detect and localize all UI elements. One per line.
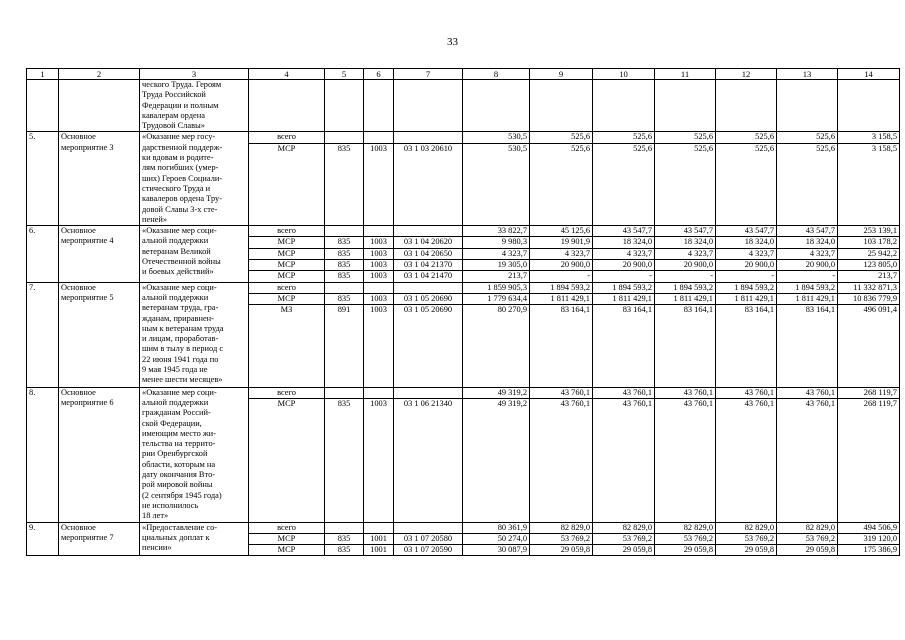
value-cell: 319 120,0 <box>838 533 900 544</box>
code-cell <box>394 522 463 533</box>
value-cell: 53 769,2 <box>716 533 777 544</box>
value-cell: 20 900,0 <box>593 260 655 271</box>
code-cell <box>325 132 364 143</box>
value-cell: 1 894 593,2 <box>716 282 777 293</box>
value-cell: 43 760,1 <box>530 398 593 522</box>
value-cell: 83 164,1 <box>777 305 838 387</box>
activity-name-line: Основное <box>61 282 96 292</box>
activity-description-line: Отечественной войны <box>142 257 221 267</box>
value-cell: 4 323,7 <box>463 248 530 259</box>
activity-description-line: альной поддержки <box>142 292 209 302</box>
value-cell: 45 125,6 <box>530 226 593 237</box>
activity-description-line: рии Оренбургской <box>142 449 208 459</box>
value-cell: 525,6 <box>655 132 716 143</box>
activity-description <box>140 387 249 522</box>
code-cell <box>364 522 394 533</box>
activity-description-line: 22 июня 1941 года по <box>142 354 219 364</box>
value-cell: 1 859 905,3 <box>463 282 530 293</box>
source-cell: всего <box>249 132 325 143</box>
value-cell: 525,6 <box>655 143 716 225</box>
value-cell: 29 059,8 <box>716 545 777 556</box>
activity-description <box>140 522 249 556</box>
value-cell: 30 087,9 <box>463 545 530 556</box>
code-cell: 03 1 04 20650 <box>394 248 463 259</box>
code-cell: 1003 <box>364 260 394 271</box>
value-cell: 4 323,7 <box>716 248 777 259</box>
code-cell: 1003 <box>364 271 394 282</box>
value-cell: 53 769,2 <box>655 533 716 544</box>
activity-description-line: ветеранам Великой <box>142 246 211 256</box>
value-cell: 18 324,0 <box>593 237 655 248</box>
code-cell <box>394 226 463 237</box>
value-cell: 43 760,1 <box>593 398 655 522</box>
activity-description-line: ветеранам труда, гра- <box>142 303 219 313</box>
activity-name-line: мероприятие 6 <box>61 397 114 407</box>
activity-description-line: ской Федерации, <box>142 418 202 428</box>
code-cell: 835 <box>325 545 364 556</box>
table-row <box>27 132 900 143</box>
code-cell: 1003 <box>364 398 394 522</box>
activity-description-line: имеющим место жи- <box>142 428 216 438</box>
code-cell: 03 1 04 21470 <box>394 271 463 282</box>
activity-name-line: мероприятие 7 <box>61 532 114 542</box>
value-cell: - <box>655 271 716 282</box>
code-cell: 03 1 07 20590 <box>394 545 463 556</box>
value-cell <box>777 80 838 132</box>
value-cell: 43 760,1 <box>593 387 655 398</box>
code-cell: 1003 <box>364 237 394 248</box>
column-header: 1 <box>27 69 59 80</box>
value-cell: 49 319,2 <box>463 387 530 398</box>
source-cell: всего <box>249 522 325 533</box>
value-cell: 43 547,7 <box>777 226 838 237</box>
activity-description-line: жданам, приравнен- <box>142 313 214 323</box>
value-cell: 43 760,1 <box>530 387 593 398</box>
value-cell: 49 319,2 <box>463 398 530 522</box>
code-cell <box>394 387 463 398</box>
value-cell: 82 829,0 <box>593 522 655 533</box>
value-cell: 3 158,5 <box>838 143 900 225</box>
value-cell: 525,6 <box>530 132 593 143</box>
activity-description-line: 18 лет» <box>142 511 169 521</box>
value-cell: 19 305,0 <box>463 260 530 271</box>
code-cell: 03 1 06 21340 <box>394 398 463 522</box>
code-cell <box>364 132 394 143</box>
code-cell: 1003 <box>364 143 394 225</box>
activity-name-line: Основное <box>61 522 96 532</box>
source-cell: МСР <box>249 143 325 225</box>
value-cell: 4 323,7 <box>777 248 838 259</box>
activity-name-line: мероприятие 4 <box>61 236 114 246</box>
value-cell: 4 323,7 <box>593 248 655 259</box>
activity-description-line: и лицам, проработав- <box>142 334 219 344</box>
column-header: 14 <box>838 69 900 80</box>
code-cell: 835 <box>325 398 364 522</box>
value-cell <box>655 80 716 132</box>
row-number: 7. <box>27 282 59 387</box>
value-cell: 1 811 429,1 <box>655 293 716 304</box>
value-cell: 19 901,9 <box>530 237 593 248</box>
value-cell <box>364 80 394 132</box>
activity-description-line: шим в тылу в период с <box>142 344 224 354</box>
value-cell: 268 119,7 <box>838 387 900 398</box>
value-cell: 1 811 429,1 <box>777 293 838 304</box>
table-row <box>27 282 900 293</box>
activity-description-line: и боевых действий» <box>142 267 214 277</box>
code-cell <box>364 226 394 237</box>
value-cell: 530,5 <box>463 143 530 225</box>
value-cell: 3 158,5 <box>838 132 900 143</box>
value-cell: 80 361,9 <box>463 522 530 533</box>
value-cell: 213,7 <box>838 271 900 282</box>
activity-description-line: лям погибших (умер- <box>142 163 219 173</box>
column-header: 12 <box>716 69 777 80</box>
value-cell: 525,6 <box>593 143 655 225</box>
value-cell: 525,6 <box>777 143 838 225</box>
code-cell: 835 <box>325 248 364 259</box>
activity-description-line: циальных доплат к <box>142 532 210 542</box>
activity-name-line: Основное <box>61 132 96 142</box>
value-cell <box>838 80 900 132</box>
value-cell: 18 324,0 <box>716 237 777 248</box>
value-cell: 43 760,1 <box>777 398 838 522</box>
activity-description-line: тельства на террито- <box>142 439 216 449</box>
value-cell: 18 324,0 <box>655 237 716 248</box>
value-cell: 525,6 <box>716 143 777 225</box>
value-cell: 43 547,7 <box>593 226 655 237</box>
value-cell: 53 769,2 <box>593 533 655 544</box>
activity-description-line: Трудовой Славы» <box>142 121 205 131</box>
value-cell: 29 059,8 <box>777 545 838 556</box>
code-cell: 1003 <box>364 248 394 259</box>
value-cell: - <box>777 271 838 282</box>
activity-description <box>140 282 249 387</box>
code-cell: 835 <box>325 143 364 225</box>
value-cell: 525,6 <box>530 143 593 225</box>
value-cell: 268 119,7 <box>838 398 900 522</box>
table-row <box>27 226 900 237</box>
code-cell <box>364 282 394 293</box>
source-cell: МСР <box>249 271 325 282</box>
value-cell: 43 760,1 <box>716 398 777 522</box>
activity-description-line: гражданам Россий- <box>142 408 211 418</box>
code-cell <box>364 387 394 398</box>
code-cell: 03 1 05 20690 <box>394 293 463 304</box>
row-number: 8. <box>27 387 59 522</box>
source-cell: МСР <box>249 398 325 522</box>
code-cell: 835 <box>325 260 364 271</box>
value-cell: 525,6 <box>593 132 655 143</box>
value-cell: - <box>530 271 593 282</box>
column-header: 9 <box>530 69 593 80</box>
activity-name <box>59 387 140 522</box>
code-cell: 1001 <box>364 533 394 544</box>
activity-description <box>140 132 249 226</box>
value-cell: 213,7 <box>463 271 530 282</box>
budget-table <box>26 68 900 556</box>
table-row <box>27 80 900 132</box>
activity-description <box>140 80 249 132</box>
value-cell: 175 386,9 <box>838 545 900 556</box>
activity-description <box>140 226 249 282</box>
activity-description-line: «Оказание мер соци- <box>142 282 217 292</box>
activity-description-line: Труда Российской <box>142 90 206 100</box>
column-header: 3 <box>140 69 249 80</box>
value-cell: 1 894 593,2 <box>530 282 593 293</box>
row-number <box>27 80 59 132</box>
value-cell: - <box>593 271 655 282</box>
value-cell: 83 164,1 <box>593 305 655 387</box>
activity-description-line: «Предоставление со- <box>142 522 218 532</box>
value-cell: 29 059,8 <box>530 545 593 556</box>
source-cell: всего <box>249 226 325 237</box>
value-cell: 20 900,0 <box>716 260 777 271</box>
code-cell <box>394 282 463 293</box>
activity-description-line: довой Славы 3-х сте- <box>142 204 218 214</box>
activity-name <box>59 282 140 387</box>
value-cell: 33 822,7 <box>463 226 530 237</box>
value-cell: 43 760,1 <box>777 387 838 398</box>
value-cell: 494 506,9 <box>838 522 900 533</box>
table-row <box>27 387 900 398</box>
source-cell: МСР <box>249 237 325 248</box>
source-cell: всего <box>249 387 325 398</box>
activity-name-line: Основное <box>61 226 96 236</box>
code-cell: 835 <box>325 271 364 282</box>
activity-name <box>59 132 140 226</box>
value-cell: 1 894 593,2 <box>777 282 838 293</box>
value-cell <box>530 80 593 132</box>
value-cell: 4 323,7 <box>530 248 593 259</box>
code-cell: 835 <box>325 293 364 304</box>
code-cell: 1003 <box>364 305 394 387</box>
value-cell: 530,5 <box>463 132 530 143</box>
column-header: 13 <box>777 69 838 80</box>
value-cell: 525,6 <box>777 132 838 143</box>
code-cell: 835 <box>325 237 364 248</box>
activity-name <box>59 522 140 556</box>
value-cell: 10 836 779,9 <box>838 293 900 304</box>
column-header: 2 <box>59 69 140 80</box>
column-header: 11 <box>655 69 716 80</box>
value-cell: 50 274,0 <box>463 533 530 544</box>
code-cell: 03 1 04 20620 <box>394 237 463 248</box>
activity-description-line: альной поддержки <box>142 236 209 246</box>
source-cell: всего <box>249 282 325 293</box>
value-cell: 18 324,0 <box>777 237 838 248</box>
activity-description-line: не исполнилось <box>142 500 199 510</box>
activity-description-line: (2 сентября 1945 года) <box>142 490 222 500</box>
value-cell: 43 760,1 <box>655 398 716 522</box>
code-cell: 891 <box>325 305 364 387</box>
code-cell <box>325 226 364 237</box>
activity-description-line: Федерации и полным <box>142 100 219 110</box>
activity-name-line: мероприятие 5 <box>61 292 114 302</box>
value-cell: 82 829,0 <box>716 522 777 533</box>
activity-description-line: дарственной поддерж- <box>142 142 223 152</box>
activity-description-line: альной поддержки <box>142 397 209 407</box>
activity-description-line: ших) Героев Социали- <box>142 173 223 183</box>
activity-description-line: «Оказание мер госу- <box>142 132 216 142</box>
code-cell: 1001 <box>364 545 394 556</box>
value-cell: 123 805,0 <box>838 260 900 271</box>
value-cell <box>325 80 364 132</box>
activity-description-line: стического Труда и <box>142 183 211 193</box>
code-cell <box>325 282 364 293</box>
source-cell: МСР <box>249 545 325 556</box>
value-cell: 29 059,8 <box>655 545 716 556</box>
code-cell <box>325 522 364 533</box>
value-cell: 43 547,7 <box>716 226 777 237</box>
code-cell: 03 1 03 20610 <box>394 143 463 225</box>
value-cell: - <box>716 271 777 282</box>
code-cell <box>325 387 364 398</box>
value-cell: 29 059,8 <box>593 545 655 556</box>
activity-name <box>59 80 140 132</box>
table-row <box>27 522 900 533</box>
column-header: 10 <box>593 69 655 80</box>
value-cell: 103 178,2 <box>838 237 900 248</box>
value-cell: 1 894 593,2 <box>593 282 655 293</box>
activity-description-line: рой мировой войны <box>142 480 213 490</box>
value-cell: 82 829,0 <box>655 522 716 533</box>
value-cell: 82 829,0 <box>777 522 838 533</box>
activity-name-line: мероприятие 3 <box>61 142 114 152</box>
value-cell: 4 323,7 <box>655 248 716 259</box>
value-cell <box>249 80 325 132</box>
value-cell: 1 811 429,1 <box>530 293 593 304</box>
value-cell: 80 270,9 <box>463 305 530 387</box>
activity-description-line: менее шести месяцев» <box>142 375 223 385</box>
row-number: 6. <box>27 226 59 282</box>
row-number: 5. <box>27 132 59 226</box>
code-cell: 835 <box>325 533 364 544</box>
activity-description-line: кавалеров ордена Тру- <box>142 194 222 204</box>
value-cell: 253 139,1 <box>838 226 900 237</box>
value-cell: 11 332 871,3 <box>838 282 900 293</box>
activity-name-line: Основное <box>61 387 96 397</box>
value-cell: 525,6 <box>716 132 777 143</box>
value-cell <box>716 80 777 132</box>
source-cell: МЗ <box>249 305 325 387</box>
value-cell: 1 894 593,2 <box>655 282 716 293</box>
source-cell: МСР <box>249 293 325 304</box>
column-header: 8 <box>463 69 530 80</box>
page-number: 33 <box>447 36 458 48</box>
value-cell: 1 779 634,4 <box>463 293 530 304</box>
code-cell: 03 1 05 20690 <box>394 305 463 387</box>
value-cell: 43 760,1 <box>716 387 777 398</box>
source-cell: МСР <box>249 248 325 259</box>
activity-description-line: дату окончания Вто- <box>142 470 216 480</box>
value-cell: 25 942,2 <box>838 248 900 259</box>
value-cell: 43 547,7 <box>655 226 716 237</box>
value-cell: 83 164,1 <box>530 305 593 387</box>
value-cell: 20 900,0 <box>655 260 716 271</box>
column-header: 4 <box>249 69 325 80</box>
activity-description-line: «Оказание мер соци- <box>142 226 217 236</box>
value-cell: 20 900,0 <box>777 260 838 271</box>
value-cell: 1 811 429,1 <box>593 293 655 304</box>
activity-description-line: пенсии» <box>142 543 172 553</box>
source-cell: МСР <box>249 260 325 271</box>
value-cell: 43 760,1 <box>655 387 716 398</box>
activity-description-line: пеней» <box>142 214 168 224</box>
code-cell: 1003 <box>364 293 394 304</box>
value-cell: 9 980,3 <box>463 237 530 248</box>
value-cell: 20 900,0 <box>530 260 593 271</box>
value-cell: 83 164,1 <box>655 305 716 387</box>
code-cell: 03 1 07 20580 <box>394 533 463 544</box>
column-header: 5 <box>325 69 364 80</box>
activity-description-line: области, которым на <box>142 459 216 469</box>
activity-description-line: «Оказание мер соци- <box>142 387 217 397</box>
activity-description-line: ческого Труда. Героям <box>142 80 222 89</box>
value-cell: 82 829,0 <box>530 522 593 533</box>
code-cell <box>394 132 463 143</box>
value-cell <box>394 80 463 132</box>
column-header: 6 <box>364 69 394 80</box>
value-cell: 1 811 429,1 <box>716 293 777 304</box>
activity-description-line: ки вдовам и родите- <box>142 153 214 163</box>
value-cell <box>593 80 655 132</box>
column-header: 7 <box>394 69 463 80</box>
value-cell <box>463 80 530 132</box>
activity-name <box>59 226 140 282</box>
value-cell: 496 091,4 <box>838 305 900 387</box>
header-row <box>27 69 900 80</box>
source-cell: МСР <box>249 533 325 544</box>
value-cell: 53 769,2 <box>530 533 593 544</box>
activity-description-line: кавалерам ордена <box>142 110 205 120</box>
row-number: 9. <box>27 522 59 556</box>
value-cell: 53 769,2 <box>777 533 838 544</box>
code-cell: 03 1 04 21370 <box>394 260 463 271</box>
activity-description-line: 9 мая 1945 года не <box>142 365 208 375</box>
value-cell: 83 164,1 <box>716 305 777 387</box>
activity-description-line: ным к ветеранам труда <box>142 323 224 333</box>
